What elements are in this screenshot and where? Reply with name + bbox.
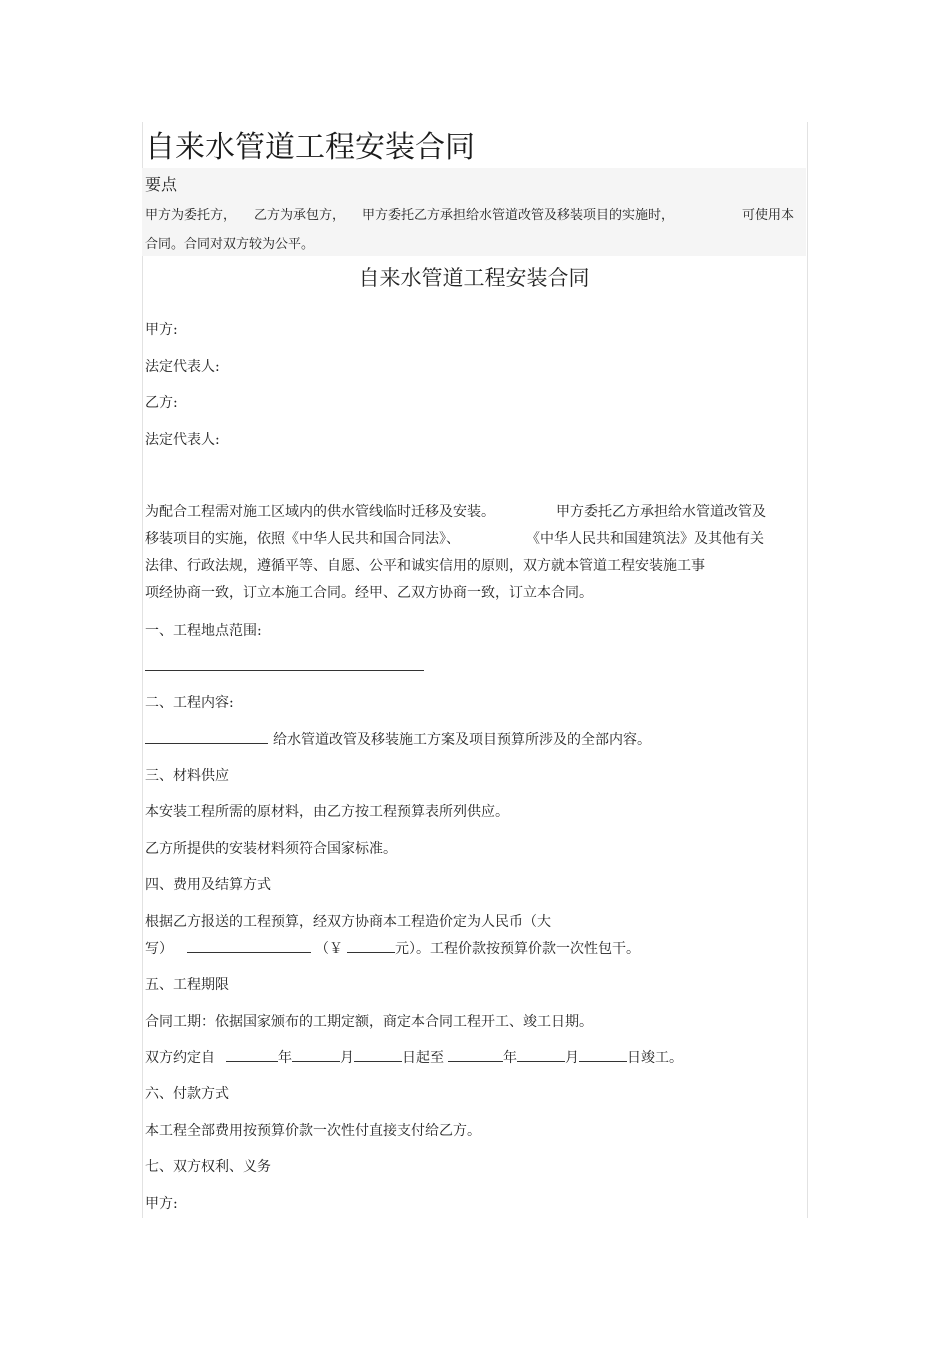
summary-line-2: 合同。合同对双方较为公平。 — [145, 237, 315, 252]
section-1-title: 一、工程地点范围: — [145, 623, 262, 639]
location-blank-line — [145, 670, 424, 671]
summary-heading: 要点 — [145, 175, 178, 194]
end-day-blank — [579, 1047, 627, 1062]
start-year-blank — [226, 1047, 278, 1062]
summary-line-1-part-2: 乙方为承包方， — [254, 208, 346, 223]
section-4-para-2 — [145, 938, 640, 958]
intro-line-4: 项经协商一致，订立本施工合同。经甲、乙双方协商一致，订立本合同。 — [145, 585, 593, 601]
end-year-label: 年 — [503, 1050, 517, 1066]
section-3-para-1: 本安装工程所需的原材料，由乙方按工程预算表所列供应。 — [145, 804, 509, 820]
section-7-title: 七、双方权利、义务 — [145, 1159, 271, 1175]
end-month-blank — [517, 1047, 565, 1062]
summary-line-1-part-4: 可使用本 — [742, 208, 795, 223]
intro-line-3: 法律、行政法规，遵循平等、自愿、公平和诚实信用的原则，双方就本管道工程安装施工事 — [145, 558, 705, 574]
section-4-para-2a: 写） — [145, 941, 173, 957]
intro-line-1a: 为配合工程需对施工区域内的供水管线临时迁移及安装。 — [145, 504, 495, 520]
legal-rep-b-label: 法定代表人: — [145, 432, 220, 448]
amount-figure-blank — [347, 938, 395, 953]
start-month-label: 月 — [340, 1050, 354, 1066]
start-year-label: 年 — [278, 1050, 292, 1066]
section-4-para-1: 根据乙方报送的工程预算，经双方协商本工程造价定为人民币（大 — [145, 914, 551, 930]
end-year-blank — [448, 1047, 503, 1062]
intro-line-2b: 《中华人民共和国建筑法》及其他有关 — [526, 531, 764, 547]
section-3-para-2: 乙方所提供的安装材料须符合国家标准。 — [145, 841, 397, 857]
end-month-label: 月 — [565, 1050, 579, 1066]
section-7-party-a: 甲方: — [145, 1196, 178, 1212]
start-day-blank — [354, 1047, 402, 1062]
section-6-title: 六、付款方式 — [145, 1086, 229, 1102]
document-title: 自来水管道工程安装合同 — [145, 130, 475, 165]
amount-words-blank — [187, 938, 311, 953]
end-day-label: 日竣工。 — [627, 1050, 683, 1066]
intro-line-2a: 移装项目的实施，依照《中华人民共和国合同法》、 — [145, 531, 460, 547]
date-prefix: 双方约定自 — [145, 1050, 215, 1066]
section-3-title: 三、材料供应 — [145, 768, 229, 784]
party-b-label: 乙方: — [145, 395, 178, 411]
section-5-para-2 — [145, 1047, 683, 1067]
intro-line-1b: 甲方委托乙方承担给水管道改管及 — [556, 504, 766, 520]
section-4-para-2b: （￥ — [315, 941, 343, 957]
party-a-label: 甲方: — [145, 322, 178, 338]
legal-rep-a-label: 法定代表人: — [145, 359, 220, 375]
summary-line-1-part-3: 甲方委托乙方承担给水管道改管及移装项目的实施时， — [362, 208, 675, 223]
section-5-para-1: 合同工期：依据国家颁布的工期定额，商定本合同工程开工、竣工日期。 — [145, 1014, 593, 1030]
section-6-para-1: 本工程全部费用按预算价款一次性付直接支付给乙方。 — [145, 1123, 481, 1139]
section-5-title: 五、工程期限 — [145, 977, 229, 993]
start-month-blank — [292, 1047, 340, 1062]
content-blank-line — [145, 743, 268, 744]
contract-title: 自来水管道工程安装合同 — [358, 266, 590, 290]
section-4-title: 四、费用及结算方式 — [145, 877, 271, 893]
section-2-text: 给水管道改管及移装施工方案及项目预算所涉及的全部内容。 — [273, 732, 651, 748]
summary-line-1-part-1: 甲方为委托方， — [145, 208, 237, 223]
section-2-title: 二、工程内容: — [145, 695, 234, 711]
section-4-para-2c: 元）。工程价款按预算价款一次性包干。 — [395, 941, 640, 957]
start-day-label: 日起至 — [402, 1050, 444, 1066]
